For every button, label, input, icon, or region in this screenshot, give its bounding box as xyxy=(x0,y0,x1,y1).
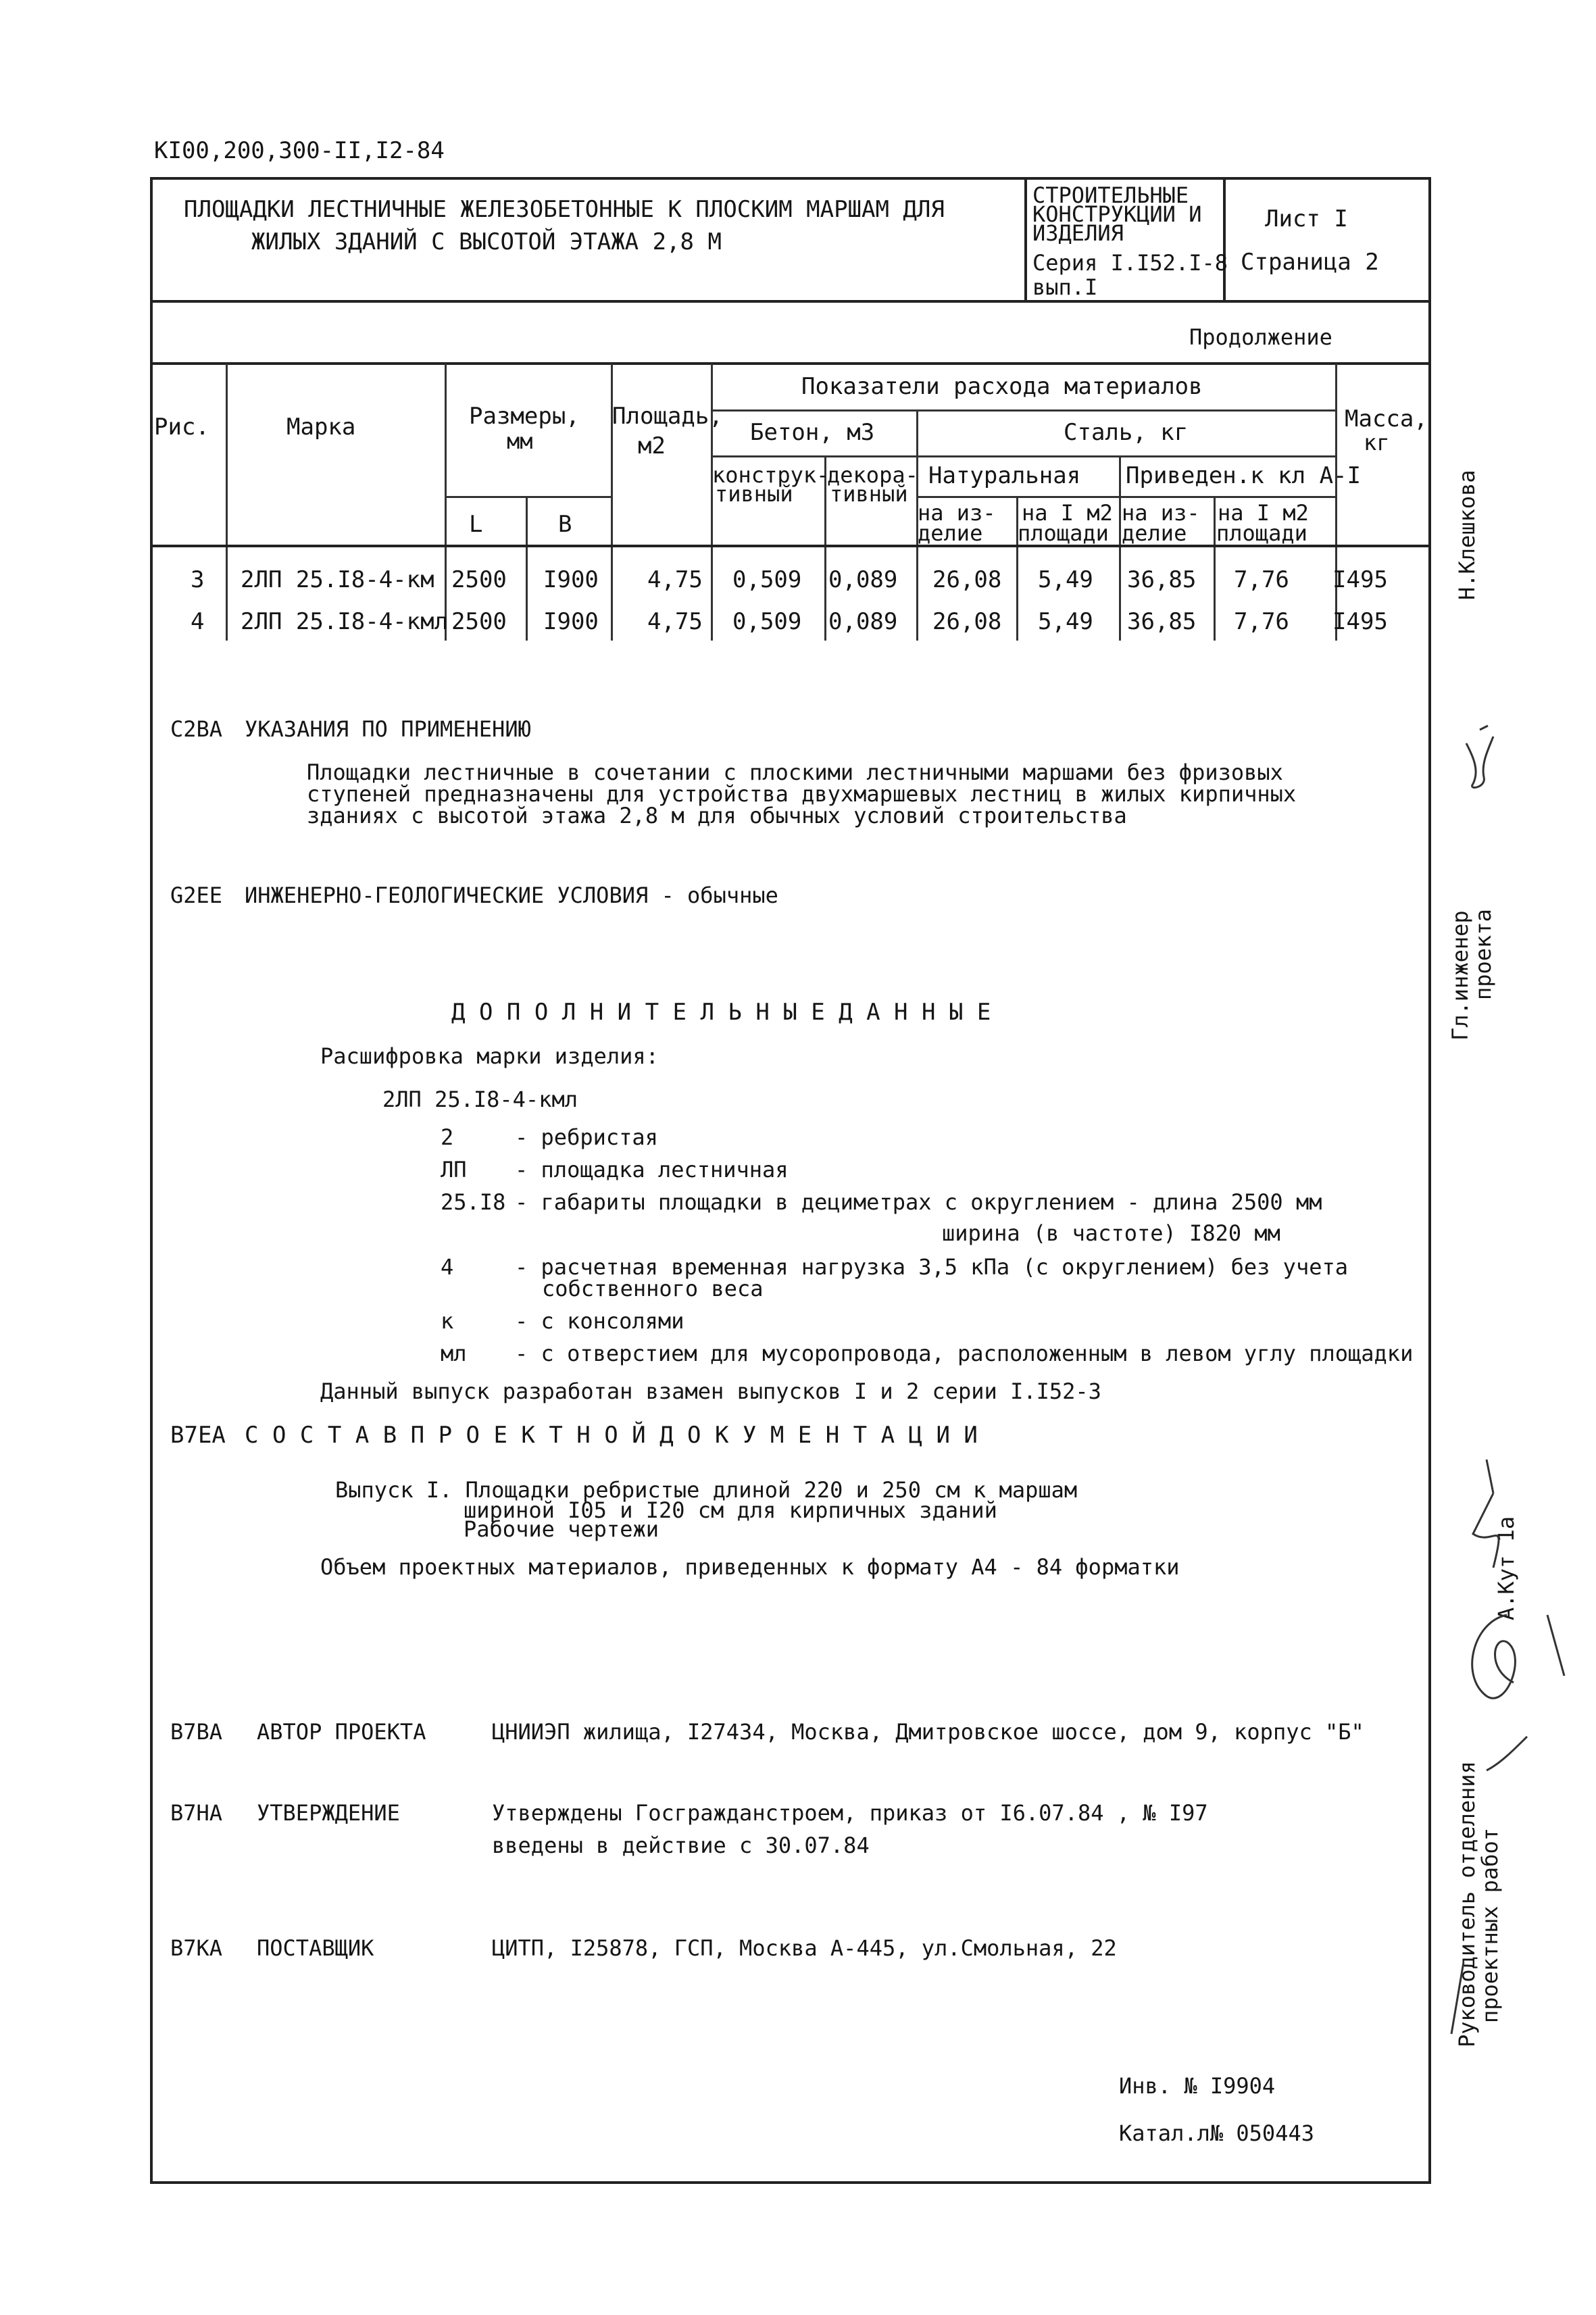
geo-code: G2EE xyxy=(170,882,223,908)
header-steel: Сталь, кг xyxy=(1064,419,1189,446)
header-size-1: Размеры, xyxy=(469,403,580,430)
side-role-2a: Гл.инженер xyxy=(1447,910,1473,1041)
title-line1: ПЛОЩАДКИ ЛЕСТНИЧНЫЕ ЖЕЛЕЗОБЕТОННЫЕ К ПЛОСКИМ МАРШАМ ДЛЯ xyxy=(184,196,945,223)
supplier-code: B7KA xyxy=(170,1935,223,1961)
col-line xyxy=(226,364,228,641)
signature-1 xyxy=(1453,723,1500,797)
cell-B: I900 xyxy=(543,608,599,635)
header-struct-2: тивный xyxy=(715,481,793,507)
side-role-2b: проекта xyxy=(1470,909,1496,1000)
decode-value: - с отверстием для мусоропровода, расположенным в левом углу площадки xyxy=(515,1341,1414,1366)
approval-label: УТВЕРЖДЕНИЕ xyxy=(257,1800,400,1826)
header-decor-1: декора- xyxy=(827,462,918,488)
extra-heading: Д О П О Л Н И Т Е Л Ь Н Ы Е Д А Н Н Ы Е xyxy=(451,999,991,1026)
title-divider-2 xyxy=(1223,177,1226,303)
usage-heading: УКАЗАНИЯ ПО ПРИМЕНЕНИЮ xyxy=(245,716,531,742)
continuation-label: Продолжение xyxy=(1189,324,1332,350)
side-name-3: А.Кут 1а xyxy=(1493,1516,1519,1620)
header-B: B xyxy=(558,511,572,538)
page-number: Страница 2 xyxy=(1241,249,1379,276)
cell-L: 2500 xyxy=(451,608,507,635)
decode-value: ширина (в частоте) I820 мм xyxy=(942,1220,1280,1246)
cell-struct: 0,509 xyxy=(732,566,802,593)
category-2: КОНСТРУКЦИИ И xyxy=(1032,201,1202,227)
decode-mark: 2ЛП 25.I8-4-кмл xyxy=(382,1087,578,1112)
header-fig: Рис. xyxy=(154,414,209,441)
issue: вып.I xyxy=(1032,274,1098,300)
cell-fig: 3 xyxy=(191,566,205,593)
docs-line-1: Выпуск I. Площадки ребристые длиной 220 и 250 см к маршам xyxy=(335,1477,1078,1503)
cell-mark: 2ЛП 25.I8-4-кмл xyxy=(241,608,449,635)
header-mass-1: Масса, xyxy=(1345,405,1428,432)
col-line xyxy=(1016,497,1018,641)
header-per-m2-2: площади xyxy=(1018,520,1109,546)
author-code: B7BA xyxy=(170,1719,223,1745)
title-line2: ЖИЛЫХ ЗДАНИЙ С ВЫСОТОЙ ЭТАЖА 2,8 М xyxy=(251,228,722,255)
decode-title: Расшифровка марки изделия: xyxy=(320,1043,659,1069)
docs-heading: С О С Т А В П Р О Е К Т Н О Й Д О К У М Е Н Т А Ц И И xyxy=(245,1422,978,1449)
cell-area: 4,75 xyxy=(647,566,703,593)
header-per-item-2: делие xyxy=(918,520,983,546)
supplier-label: ПОСТАВЩИК xyxy=(257,1935,374,1961)
sheet-number: Лист I xyxy=(1265,205,1348,232)
docs-volume: Объем проектных материалов, приведенных к формату А4 - 84 форматки xyxy=(320,1554,1180,1580)
row-line xyxy=(711,455,1335,457)
approval-text-1: Утверждены Госгражданстроем, приказ от I6.07.84 , № I97 xyxy=(492,1800,1208,1826)
cell-nat-m2: 5,49 xyxy=(1038,566,1093,593)
cell-mark: 2ЛП 25.I8-4-км xyxy=(241,566,434,593)
side-name-1: Н.Клешкова xyxy=(1454,470,1480,600)
docs-line-2: шириной I05 и I20 см для кирпичных зданий xyxy=(464,1497,997,1523)
decode-key: ЛП xyxy=(441,1157,467,1183)
decode-value: - габариты площадки в дециметрах с округлением - длина 2500 мм xyxy=(515,1189,1322,1215)
header-natural: Натуральная xyxy=(928,462,1081,489)
side-role-4b: проектных работ xyxy=(1477,1828,1503,2023)
decode-value: собственного веса xyxy=(542,1276,764,1301)
usage-code: C2BA xyxy=(170,716,223,742)
cell-red-item: 36,85 xyxy=(1127,608,1197,635)
cell-red-item: 36,85 xyxy=(1127,566,1197,593)
docs-line-3: Рабочие чертежи xyxy=(464,1516,659,1542)
header-per-item-4: делие xyxy=(1122,520,1187,546)
row-line xyxy=(711,409,1335,412)
doc-code: KI00,200,300-II,I2-84 xyxy=(154,137,445,164)
header-per-m2-3: на I м2 xyxy=(1218,500,1309,526)
decode-value: - площадка лестничная xyxy=(515,1157,789,1183)
header-per-item-1: на из- xyxy=(918,500,996,526)
author-label: АВТОР ПРОЕКТА xyxy=(257,1719,426,1745)
cell-red-m2: 7,76 xyxy=(1234,566,1289,593)
header-reduced: Приведен.к кл А-I xyxy=(1126,462,1361,489)
cell-nat-m2: 5,49 xyxy=(1038,608,1093,635)
col-line xyxy=(1214,497,1216,641)
row-line xyxy=(916,496,1335,498)
decode-key: 25.I8 xyxy=(441,1189,506,1215)
table-top-border xyxy=(150,362,1431,365)
cell-nat-item: 26,08 xyxy=(932,566,1002,593)
decode-key: 4 xyxy=(441,1254,454,1280)
cell-nat-item: 26,08 xyxy=(932,608,1002,635)
row-line xyxy=(445,496,611,498)
decode-key: мл xyxy=(441,1341,467,1366)
cell-mass: I495 xyxy=(1332,608,1388,635)
replaces-note: Данный выпуск разработан взамен выпусков I и 2 серии I.I52-3 xyxy=(320,1378,1101,1404)
signature-3 xyxy=(1446,1960,1473,2041)
header-mark: Марка xyxy=(286,414,356,441)
decode-value: - с консолями xyxy=(515,1308,684,1334)
decode-value: - расчетная временная нагрузка 3,5 кПа (с округлением) без учета xyxy=(515,1254,1348,1280)
cell-fig: 4 xyxy=(191,608,205,635)
usage-text-3: зданиях с высотой этажа 2,8 м для обычных условий строительства xyxy=(307,803,1127,828)
series: Серия I.I52.I-8 xyxy=(1032,250,1228,276)
col-line xyxy=(526,497,528,641)
side-role-4a: Руководитель отделения xyxy=(1454,1761,1480,2047)
decode-value: - ребристая xyxy=(515,1124,658,1150)
usage-text-1: Площадки лестничные в сочетании с плоскими лестничными маршами без фризовых xyxy=(307,760,1283,785)
docs-code: B7EA xyxy=(170,1422,226,1449)
author-text: ЦНИИЭП жилища, I27434, Москва, Дмитровское шоссе, дом 9, корпус "Б" xyxy=(492,1719,1364,1745)
header-L: L xyxy=(469,511,483,538)
supplier-text: ЦИТП, I25878, ГСП, Москва А-445, ул.Смольная, 22 xyxy=(492,1935,1117,1961)
header-per-item-3: на из- xyxy=(1122,500,1200,526)
approval-code: B7HA xyxy=(170,1800,223,1826)
cell-decor: 0,089 xyxy=(828,608,898,635)
header-per-m2-4: площади xyxy=(1216,520,1307,546)
cell-L: 2500 xyxy=(451,566,507,593)
decode-key: 2 xyxy=(441,1124,454,1150)
col-line xyxy=(1335,364,1337,641)
header-indicators: Показатели расхода материалов xyxy=(801,373,1203,400)
col-line xyxy=(1119,457,1121,641)
category-3: ИЗДЕЛИЯ xyxy=(1032,220,1124,246)
signature-2 xyxy=(1446,1453,1568,1777)
header-size-2: мм xyxy=(507,428,533,454)
header-area-1: Площадь, xyxy=(612,403,723,430)
col-line xyxy=(445,364,447,641)
header-concrete: Бетон, м3 xyxy=(750,419,875,446)
cell-red-m2: 7,76 xyxy=(1234,608,1289,635)
geo-text: ИНЖЕНЕРНО-ГЕОЛОГИЧЕСКИЕ УСЛОВИЯ - обычные xyxy=(245,882,778,908)
header-per-m2-1: на I м2 xyxy=(1022,500,1113,526)
header-decor-2: тивный xyxy=(830,481,908,507)
title-divider-1 xyxy=(1024,177,1027,303)
usage-text-2: ступеней предназначены для устройства двухмаршевых лестниц в жилых кирпичных xyxy=(307,781,1297,807)
cell-area: 4,75 xyxy=(647,608,703,635)
decode-key: к xyxy=(441,1308,454,1334)
approval-text-2: введены в действие с 30.07.84 xyxy=(492,1833,870,1858)
header-area-2: м2 xyxy=(638,432,666,459)
header-struct-1: конструк- xyxy=(712,462,830,488)
catalog-number: Катал.л№ 050443 xyxy=(1119,2120,1314,2146)
header-mass-2: кг xyxy=(1364,430,1390,455)
cell-struct: 0,509 xyxy=(732,608,802,635)
cell-mass: I495 xyxy=(1332,566,1388,593)
cell-decor: 0,089 xyxy=(828,566,898,593)
cell-B: I900 xyxy=(543,566,599,593)
inventory-number: Инв. № I9904 xyxy=(1119,2073,1276,2099)
category-1: СТРОИТЕЛЬНЫЕ xyxy=(1032,182,1189,208)
